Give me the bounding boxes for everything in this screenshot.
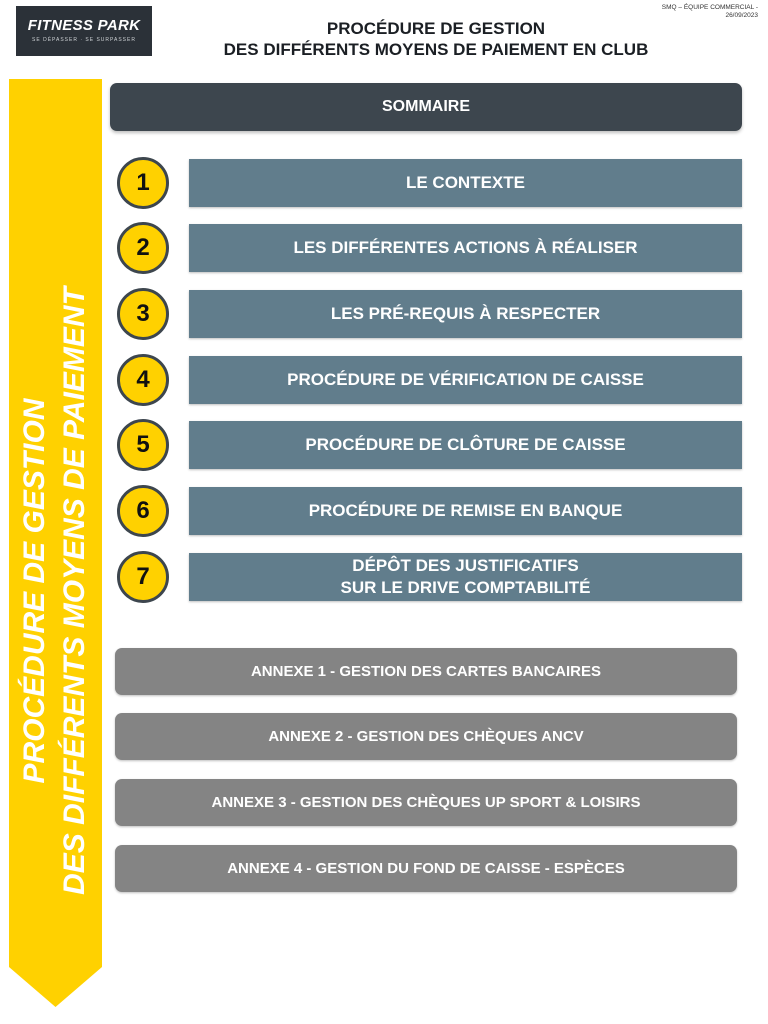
document-title <box>160 18 712 60</box>
toc-item-3[interactable] <box>117 288 742 340</box>
banner-line-1: PROCÉDURE DE GESTION <box>18 398 51 784</box>
toc-item-label: LES DIFFÉRENTES ACTIONS À RÉALISER <box>189 224 742 272</box>
annexe-link-3[interactable]: ANNEXE 3 - GESTION DES CHÈQUES UP SPORT & LOISIRS <box>115 779 737 826</box>
toc-item-label: LE CONTEXTE <box>189 159 742 207</box>
banner-line-2: DES DIFFÉRENTS MOYENS DE PAIEMENT <box>58 287 91 895</box>
toc-item-label: LES PRÉ-REQUIS À RESPECTER <box>189 290 742 338</box>
fitness-park-logo <box>16 6 152 56</box>
meta-line-2: 26/09/2023 <box>725 12 758 19</box>
step-number-badge: 6 <box>117 485 169 537</box>
toc-item-1[interactable] <box>117 157 742 209</box>
toc-item-label: PROCÉDURE DE REMISE EN BANQUE <box>189 487 742 535</box>
logo-tagline: SE DÉPASSER · SE SURPASSER <box>32 37 136 43</box>
title-line-2: DES DIFFÉRENTS MOYENS DE PAIEMENT EN CLUB <box>223 40 649 59</box>
toc-item-5[interactable] <box>117 419 742 471</box>
document-meta <box>662 4 758 20</box>
toc-item-label <box>189 553 742 601</box>
toc-item-4[interactable] <box>117 354 742 406</box>
step-number-badge: 3 <box>117 288 169 340</box>
sommaire-header: SOMMAIRE <box>110 83 742 131</box>
toc-item-label-line-2: SUR LE DRIVE COMPTABILITÉ <box>340 578 591 597</box>
annexe-link-2[interactable]: ANNEXE 2 - GESTION DES CHÈQUES ANCV <box>115 713 737 760</box>
toc-item-label-line-1: DÉPÔT DES JUSTIFICATIFS <box>352 556 579 575</box>
annexe-link-4[interactable]: ANNEXE 4 - GESTION DU FOND DE CAISSE - ESPÈCES <box>115 845 737 892</box>
toc-item-label: PROCÉDURE DE VÉRIFICATION DE CAISSE <box>189 356 742 404</box>
toc-item-7[interactable] <box>117 551 742 603</box>
step-number-badge: 4 <box>117 354 169 406</box>
toc-item-label: PROCÉDURE DE CLÔTURE DE CAISSE <box>189 421 742 469</box>
step-number-badge: 5 <box>117 419 169 471</box>
annexe-link-1[interactable]: ANNEXE 1 - GESTION DES CARTES BANCAIRES <box>115 648 737 695</box>
step-number-badge: 1 <box>117 157 169 209</box>
step-number-badge: 2 <box>117 222 169 274</box>
side-banner <box>9 79 102 1009</box>
meta-line-1: SMQ – ÉQUIPE COMMERCIAL - <box>661 4 758 11</box>
logo-text: FITNESS PARK <box>27 17 141 34</box>
title-line-1: PROCÉDURE DE GESTION <box>326 19 546 38</box>
step-number-badge: 7 <box>117 551 169 603</box>
toc-item-6[interactable] <box>117 485 742 537</box>
toc-item-2[interactable] <box>117 222 742 274</box>
